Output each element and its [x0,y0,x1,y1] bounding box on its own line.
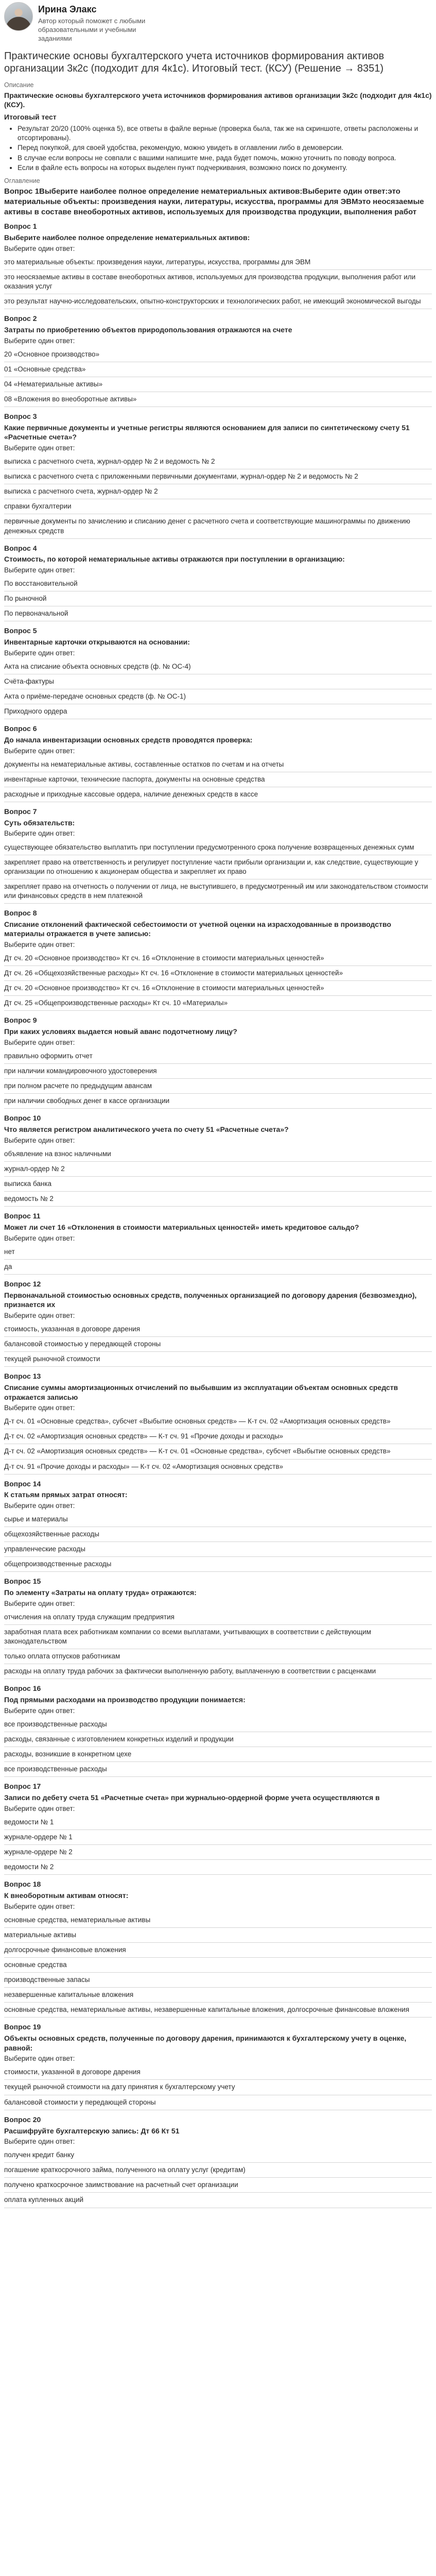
answer-option: Д-т сч. 91 «Прочие доходы и расходы» — К-т сч. 02 «Амортизация основных средств» [4,1460,432,1475]
answer-option: Дт сч. 25 «Общепроизводственные расходы» Кт сч. 10 «Материалы» [4,996,432,1011]
answer-option: Д-т сч. 02 «Амортизация основных средств» — К-т сч. 91 «Прочие доходы и расходы» [4,1429,432,1444]
answer-option: получено краткосрочное заимствование на расчетный счет организации [4,2178,432,2193]
choose-one-label: Выберите один ответ: [4,2055,75,2063]
answer-option: стоимость, указанная в договоре дарения [4,1322,432,1337]
choose-one-label: Выберите один ответ: [4,1706,75,1715]
answer-option: выписка банка [4,1177,432,1192]
choose-one-label: Выберите один ответ: [4,1599,75,1607]
bullet-item: • В случае если вопросы не совпали с вашими напишите мне, рада будет помочь, можно уточнить по поводу вопроса. [18,154,432,163]
question-number: Вопрос 13 [4,1372,41,1381]
question-text: По элементу «Затраты на оплату труда» отражаются: [4,1588,197,1597]
choose-one-label: Выберите один ответ: [4,1804,75,1812]
answer-option: журнал-ордер № 2 [4,1162,432,1177]
question-number: Вопрос 4 [4,544,37,552]
choose-one-label: Выберите один ответ: [4,1136,75,1144]
question-text: Суть обязательств: [4,819,75,827]
answer-option: расходные и приходные кассовые ордера, наличие денежных средств в кассе [4,787,432,802]
answer-option: выписка с расчетного счета, журнал-ордер № 2 [4,484,432,499]
answer-option: ведомости № 2 [4,1860,432,1875]
answer-option: расходы, связанные с изготовлением конкретных изделий и продукции [4,1732,432,1747]
choose-one-label: Выберите один ответ: [4,649,75,657]
question-block [4,2020,432,2112]
question-block [4,1877,432,2020]
answer-option: общехозяйственные расходы [4,1527,432,1542]
question-block [4,1779,432,1877]
question-block [4,804,432,906]
answer-option: основные средства, нематериальные активы, незавершенные капитальные вложения, долгосрочные финансовые вложения [4,2003,432,2018]
question-number: Вопрос 10 [4,1114,41,1123]
answer-option: материальные активы [4,1928,432,1943]
answer-option: получен кредит банку [4,2148,432,2163]
answer-option: основные средства [4,1958,432,1973]
answer-option: Приходного ордера [4,704,432,719]
answer-option: балансовой стоимости у передающей стороны [4,2095,432,2110]
answer-option: все производственные расходы [4,1717,432,1732]
page-title: Практические основы бухгалтерского учета источников формирования активов организации 3к2с (подходит для 4к1с). Итоговый тест. (КСУ) (Решение → 8351) [4,50,385,74]
answer-option: правильно оформить отчет [4,1049,432,1064]
question-number: Вопрос 8 [4,909,37,918]
answer-option: заработная плата всех работникам компании со всеми выплатами, учитывающих в соответствии с действующим законодательством [4,1625,432,1649]
answer-option: Дт сч. 20 «Основное производство» Кт сч. 16 «Отклонение в стоимости материальных ценностей» [4,951,432,966]
question-block [4,541,432,624]
question-block [4,721,432,804]
question-number: Вопрос 16 [4,1684,41,1693]
questions-list [4,219,432,2210]
answer-option: 04 «Нематериальные активы» [4,377,432,392]
question-block [4,1111,432,1209]
answer-option: выписка с расчетного счета, журнал-ордер № 2 и ведомость № 2 [4,454,432,469]
description-title: Практические основы бухгалтерского учета источников формирования активов организации 3к2с (подходит для 4к1с) (КСУ). [4,91,432,109]
question-text: К внеоборотным активам относят: [4,1891,129,1900]
question-text: Записи по дебету счета 51 «Расчетные счета» при журнально-ордерной форме учета осуществляются в [4,1793,380,1802]
answer-option: Д-т сч. 01 «Основные средства», субсчет «Выбытие основных средств» — К-т сч. 02 «Амортизация основных средств» [4,1414,432,1429]
answer-option: при полном расчете по предыдущим авансам [4,1079,432,1094]
answer-option: 08 «Вложения во внеоборотные активы» [4,392,432,407]
answer-option: общепроизводственные расходы [4,1557,432,1572]
choose-one-label: Выберите один ответ: [4,747,75,755]
answer-option: справки бухгалтерии [4,499,432,514]
answer-option: закрепляет право на отчетность о получении от лица, не выступившего, в предусмотренный им или законодательством стоимости или финансовых средств в нем платежной [4,879,432,904]
answer-option: все производственные расходы [4,1762,432,1777]
question-block [4,409,432,541]
question-number: Вопрос 2 [4,314,37,323]
question-number: Вопрос 11 [4,1212,41,1221]
toc-label: Оглавление [4,177,40,185]
bullet-item: • Результат 20/20 (100% оценка 5), все ответы в файле верные (проверка была, так же на скриншоте, ответы расположены и отсортированы). [18,124,432,142]
answer-option: существующее обязательство выплатить при поступлении предусмотренного срока получение возвращенных денежных сумм [4,840,432,855]
question-text: Расшифруйте бухгалтерскую запись: Дт 66 Кт 51 [4,2126,180,2135]
avatar[interactable] [4,2,33,31]
question-text: Объекты основных средств, полученные по договору дарения, принимаются к бухгалтерскому учету в оценке, равной: [4,2034,407,2052]
choose-one-label: Выберите один ответ: [4,1404,75,1412]
choose-one-label: Выберите один ответ: [4,336,75,345]
answer-option: отчисления на оплату труда служащим предприятия [4,1610,432,1625]
bullet-item: • Если в файле есть вопросы на которых выделен пункт подчеркивания, возможно поиск по документу. [18,163,432,173]
question-block [4,1277,432,1369]
question-text: Первоначальной стоимостью основных средств, полученных организацией по договору дарения (безвозмездно), признается их [4,1291,417,1309]
choose-one-label: Выберите один ответ: [4,244,75,252]
question-number: Вопрос 17 [4,1782,41,1791]
answer-option: ведомости № 1 [4,1815,432,1830]
author-block [4,0,432,48]
answer-option: стоимости, указанной в договоре дарения [4,2065,432,2080]
question-number: Вопрос 9 [4,1016,37,1025]
answer-option: при наличии свободных денег в кассе организации [4,1094,432,1109]
choose-one-label: Выберите один ответ: [4,1038,75,1046]
answer-option: ведомость № 2 [4,1192,432,1207]
question-block [4,623,432,721]
choose-one-label: Выберите один ответ: [4,566,75,574]
choose-one-label: Выберите один ответ: [4,940,75,948]
question-text: Инвентарные карточки открываются на основании: [4,638,190,647]
question-number: Вопрос 20 [4,2115,41,2124]
answer-option: Дт сч. 26 «Общехозяйственные расходы» Кт сч. 16 «Отклонение в стоимости материальных ценностей» [4,966,432,981]
final-test-heading: Итоговый тест [4,113,57,122]
answer-option: это неосязаемые активы в составе внеоборотных активов, используемых для производства продукции, выполнения работ или оказания услуг [4,270,432,294]
question-text: Списание отклонений фактической себестоимости от учетной оценки на израсходованные в производство материалы отражается в учете записью: [4,920,391,938]
question-block [4,311,432,409]
answer-option: управленческие расходы [4,1542,432,1557]
question-block [4,1013,432,1111]
answer-option: Д-т сч. 02 «Амортизация основных средств» — К-т сч. 01 «Основные средства», субсчет «Выбытие основных средств» [4,1444,432,1459]
choose-one-label: Выберите один ответ: [4,1234,75,1242]
answer-option: это материальные объекты: произведения науки, литературы, искусства, программы для ЭВМ [4,255,432,270]
question-number: Вопрос 1 [4,222,37,231]
answer-option: журнале-ордере № 1 [4,1830,432,1845]
answer-option: сырье и материалы [4,1512,432,1527]
question-number: Вопрос 7 [4,807,37,816]
answer-option: нет [4,1245,432,1260]
answer-option: объявление на взнос наличными [4,1147,432,1162]
answer-option: журнале-ордере № 2 [4,1845,432,1860]
answer-option: основные средства, нематериальные активы [4,1913,432,1928]
question-text: Затраты по приобретению объектов природопользования отражаются на счете [4,326,292,334]
question-text: Может ли счет 16 «Отклонения в стоимости материальных ценностей» иметь кредитовое сальдо? [4,1223,359,1232]
answer-option: По восстановительной [4,577,432,591]
answer-option: только оплата отпусков работникам [4,1649,432,1664]
question-block [4,1209,432,1277]
question-number: Вопрос 5 [4,626,37,635]
question-block [4,1681,432,1779]
choose-one-label: Выберите один ответ: [4,829,75,838]
question-block [4,1369,432,1476]
answer-option: текущей рыночной стоимости на дату принятия к бухгалтерскому учету [4,2080,432,2095]
question-block [4,1574,432,1681]
description-bullets [18,124,432,173]
bullet-item: • Перед покупкой, для своей удобства, рекомендую, можно увидеть в оглавлении либо в демоверсии. [18,143,432,152]
answer-option: Счёта-фактуры [4,674,432,689]
choose-one-label: Выберите один ответ: [4,1501,75,1510]
question-text: Стоимость, по которой нематериальные активы отражаются при поступлении в организацию: [4,555,345,564]
answer-option: долгосрочные финансовые вложения [4,1943,432,1958]
toc-intro: Вопрос 1Выберите наиболее полное определение нематериальных активов:Выберите один ответ:это материальные объекты: произведения науки, литературы, искусства, программы для ЭВМэто неосязаемые активы в составе внеоборотных активов, используемых для производства продукции, выполнения работ [4,187,424,216]
question-number: Вопрос 6 [4,724,37,733]
answer-option: Дт сч. 20 «Основное производство» Кт сч. 16 «Отклонение в стоимости материальных ценностей» [4,981,432,996]
question-number: Вопрос 3 [4,412,37,421]
answer-option: погашение краткосрочного займа, полученного на оплату услуг (кредитам) [4,2163,432,2178]
question-text: Какие первичные документы и учетные регистры являются основанием для записи по синтетическому счету 51 «Расчетные счета»? [4,423,410,442]
description-label: Описание [4,81,34,89]
choose-one-label: Выберите один ответ: [4,2138,75,2145]
question-text: Списание суммы амортизационных отчислений по выбывшим из эксплуатации объектам основных средств отражается записью [4,1383,398,1401]
answer-option: 01 «Основные средства» [4,362,432,377]
question-number: Вопрос 19 [4,2023,41,2031]
answer-option: Акта на списание объекта основных средств (ф. № ОС-4) [4,659,432,674]
question-block [4,219,432,311]
answer-option: инвентарные карточки, технические паспорта, документы на основные средства [4,772,432,787]
answer-option: это результат научно-исследовательских, опытно-конструкторских и технологических работ, не имеющий экономической выгоды [4,294,432,309]
author-info [38,2,162,43]
question-number: Вопрос 15 [4,1577,41,1586]
question-text: К статьям прямых затрат относят: [4,1490,128,1499]
answer-option: первичные документы по зачислению и списанию денег с расчетного счета и соответствующие машинограммы по движению денежных средств [4,514,432,538]
answer-option: расходы на оплату труда рабочих за фактически выполненную работу, выплаченную в соответствии с расценками [4,1664,432,1679]
question-block [4,906,432,1013]
answer-option: производственные запасы [4,1973,432,1988]
answer-option: балансовой стоимостью у передающей стороны [4,1337,432,1352]
question-text: Что является регистром аналитического учета по счету 51 «Расчетные счета»? [4,1125,289,1134]
answer-option: По первоначальной [4,606,432,621]
answer-option: текущей рыночной стоимости [4,1352,432,1367]
question-text: При каких условиях выдается новый аванс подотчетному лицу? [4,1027,237,1036]
author-name[interactable]: Ирина Элакс [38,4,97,14]
answer-option: незавершенные капитальные вложения [4,1988,432,2003]
answer-option: 20 «Основное производство» [4,347,432,362]
choose-one-label: Выберите один ответ: [4,444,75,452]
choose-one-label: Выберите один ответ: [4,1902,75,1910]
answer-option: выписка с расчетного счета с приложенными первичными документами, журнал-ордер № 2 и ведомость № 2 [4,469,432,484]
answer-option: да [4,1260,432,1275]
question-text: До начала инвентаризации основных средств проводятся проверка: [4,736,253,744]
question-text: Выберите наиболее полное определение нематериальных активов: [4,233,250,242]
question-block [4,1477,432,1574]
question-number: Вопрос 14 [4,1479,41,1488]
answer-option: оплата купленных акций [4,2193,432,2208]
answer-option: при наличии командировочного удостоверения [4,1064,432,1079]
answer-option: расходы, возникшие в конкретном цехе [4,1747,432,1762]
author-description: Автор который поможет с любыми образовательными и учебными заданиями [38,17,146,43]
question-block [4,2112,432,2210]
question-number: Вопрос 18 [4,1880,41,1889]
answer-option: Акта о приёме-передаче основных средств (ф. № ОС-1) [4,689,432,704]
answer-option: документы на нематериальные активы, составленные остатков по счетам и на отчеты [4,757,432,772]
question-text: Под прямыми расходами на производство продукции понимается: [4,1696,246,1704]
choose-one-label: Выберите один ответ: [4,1311,75,1319]
answer-option: закрепляет право на ответственность и регулирует поступление части прибыли организации и, как следствие, существующие у организации по отношению к акционерам общества и закрепляет их право [4,855,432,879]
question-number: Вопрос 12 [4,1279,41,1288]
answer-option: По рыночной [4,591,432,606]
